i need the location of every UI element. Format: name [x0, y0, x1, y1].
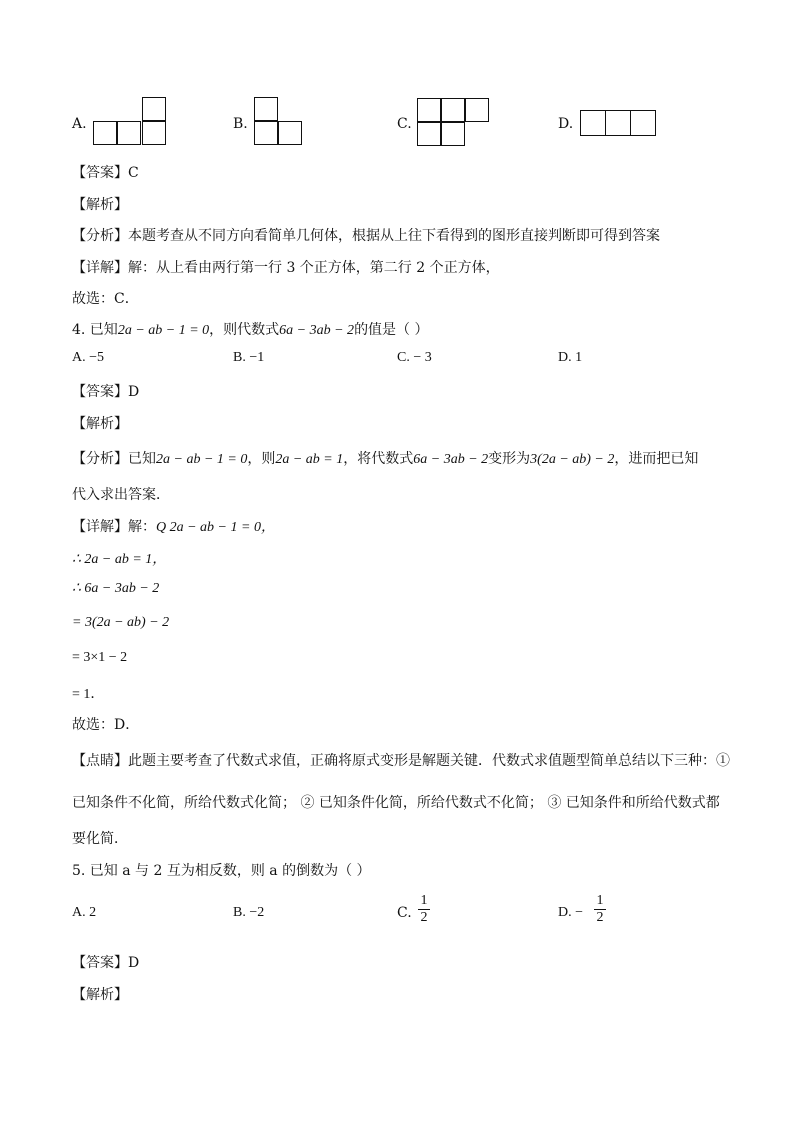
option-c-label: C.: [397, 116, 412, 132]
option-d-figure: [580, 110, 658, 136]
q5-analysis-head: 【解析】: [72, 987, 128, 1003]
q4-option-b: B. −1: [233, 350, 265, 365]
q4-choice: 故选：D．: [72, 717, 140, 733]
q4-dianjing-line2: 已知条件不化简，所给代数式化简； ② 已知条件化简，所给代数式不化简； ③ 已知条件和所给代数式都: [72, 795, 720, 811]
q4-fenxi-line1: 【分析】已知2a − ab − 1 = 0，则2a − ab = 1，将代数式6a − 3ab − 2变形为3(2a − ab) − 2，进而把已知: [72, 451, 699, 467]
q4-option-a: A. −5: [72, 350, 105, 365]
q3-choice: 故选：C．: [72, 291, 139, 307]
q3-answer: 【答案】C: [72, 165, 139, 181]
q4-dianjing-line3: 要化简．: [72, 831, 128, 847]
q4-step3: ∴ 6a − 3ab − 2: [72, 581, 160, 596]
q5-option-d-fraction: [592, 893, 608, 926]
q3-fenxi: 【分析】本题考查从不同方向看简单几何体，根据从上往下看得到的图形直接判断即可得到答案: [72, 228, 660, 244]
option-b-figure: [254, 97, 304, 147]
q5-option-a: A. 2: [72, 905, 97, 920]
q4-option-d: D. 1: [558, 350, 583, 365]
option-a-figure: [93, 97, 167, 147]
q4-answer: 【答案】D: [72, 384, 140, 400]
option-c-figure: [417, 98, 491, 148]
fraction-numerator: 1: [596, 893, 604, 908]
q5-answer: 【答案】D: [72, 955, 140, 971]
option-d-label: D.: [558, 116, 574, 132]
fraction-denominator: 2: [596, 910, 604, 925]
q4-step6: = 1．: [72, 687, 105, 702]
q4-fenxi-line2: 代入求出答案．: [72, 487, 170, 503]
q4-step4: = 3(2a − ab) − 2: [72, 615, 170, 630]
q4-stem: 4. 已知2a − ab − 1 = 0，则代数式6a − 3ab − 2的值是（ ）: [72, 322, 429, 338]
fraction-denominator: 2: [420, 910, 428, 925]
q4-step5: = 3×1 − 2: [72, 650, 128, 665]
q5-option-c-label: C.: [397, 905, 412, 921]
fraction-numerator: 1: [420, 893, 428, 908]
q4-dianjing-line1: 【点睛】此题主要考查了代数式求值，正确将原式变形是解题关键．代数式求值题型简单总结以下三种：①: [72, 753, 730, 769]
q4-step2: ∴ 2a − ab = 1，: [72, 552, 167, 567]
q4-analysis-head: 【解析】: [72, 416, 128, 432]
q5-option-d-label: D. −: [558, 905, 584, 920]
q3-xiangjie: 【详解】解：从上看由两行第一行 3 个正方体，第二行 2 个正方体，: [72, 260, 500, 276]
q5-option-b: B. −2: [233, 905, 265, 920]
option-a-label: A.: [72, 116, 87, 132]
q4-option-c: C. − 3: [397, 350, 432, 365]
q4-xiangjie: 【详解】解：Q 2a − ab − 1 = 0，: [72, 519, 275, 535]
option-b-label: B.: [233, 116, 248, 132]
q5-stem: 5. 已知 a 与 2 互为相反数，则 a 的倒数为（ ）: [72, 863, 371, 879]
q5-option-c-fraction: [416, 893, 432, 926]
q3-analysis-head: 【解析】: [72, 197, 128, 213]
